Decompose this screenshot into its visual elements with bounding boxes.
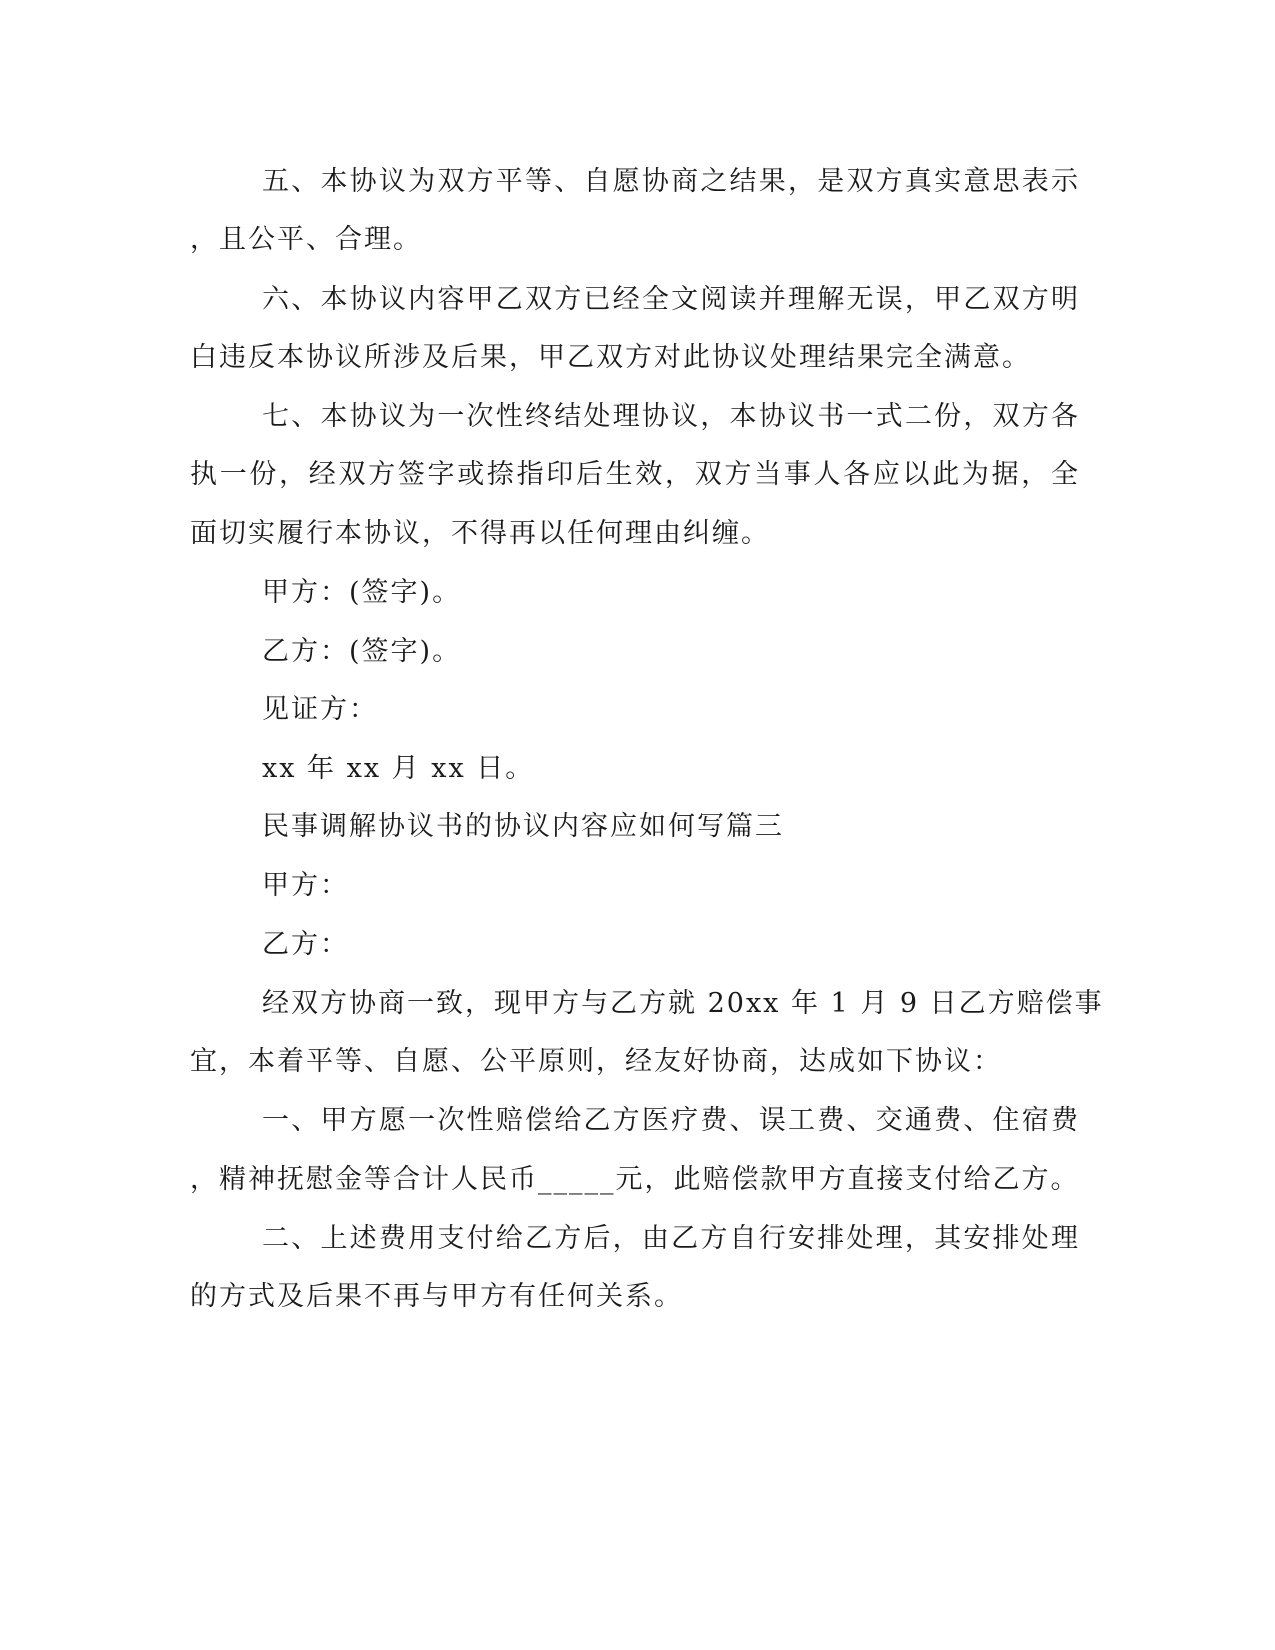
intro-line-2: 宜，本着平等、自愿、公平原则，经友好协商，达成如下协议： xyxy=(190,1046,1002,1077)
party-b-signature: 乙方：(签字)。 xyxy=(262,636,462,667)
paragraph-5-line-1: 五、本协议为双方平等、自愿协商之结果，是双方真实意思表示 xyxy=(262,166,1080,197)
paragraph-7-line-1: 七、本协议为一次性终结处理协议，本协议书一式二份，双方各 xyxy=(262,401,1080,432)
clause-1-line-2: ，精神抚慰金等合计人民币_____元，此赔偿款甲方直接支付给乙方。 xyxy=(190,1164,1080,1195)
intro-line-1: 经双方协商一致，现甲方与乙方就 20xx 年 1 月 9 日乙方赔偿事 xyxy=(262,988,1104,1019)
witness-label: 见证方： xyxy=(262,694,378,725)
clause-2-line-1: 二、上述费用支付给乙方后，由乙方自行安排处理，其安排处理 xyxy=(262,1223,1080,1254)
paragraph-5-line-2: ，且公平、合理。 xyxy=(190,224,422,255)
clause-1-line-1: 一、甲方愿一次性赔偿给乙方医疗费、误工费、交通费、住宿费 xyxy=(262,1105,1080,1136)
date-line: xx 年 xx 月 xx 日。 xyxy=(262,753,535,784)
party-a-label: 甲方： xyxy=(262,870,349,901)
section-heading: 民事调解协议书的协议内容应如何写篇三 xyxy=(262,811,784,842)
paragraph-6-line-2: 白违反本协议所涉及后果，甲乙双方对此协议处理结果完全满意。 xyxy=(190,342,1031,373)
paragraph-7-line-2: 执一份，经双方签字或捺指印后生效，双方当事人各应以此为据，全 xyxy=(190,459,1080,490)
party-b-label: 乙方： xyxy=(262,929,349,960)
clause-2-line-2: 的方式及后果不再与甲方有任何关系。 xyxy=(190,1281,683,1312)
party-a-signature: 甲方：(签字)。 xyxy=(262,577,462,608)
paragraph-6-line-1: 六、本协议内容甲乙双方已经全文阅读并理解无误，甲乙双方明 xyxy=(262,284,1080,315)
paragraph-7-line-3: 面切实履行本协议，不得再以任何理由纠缠。 xyxy=(190,518,770,549)
